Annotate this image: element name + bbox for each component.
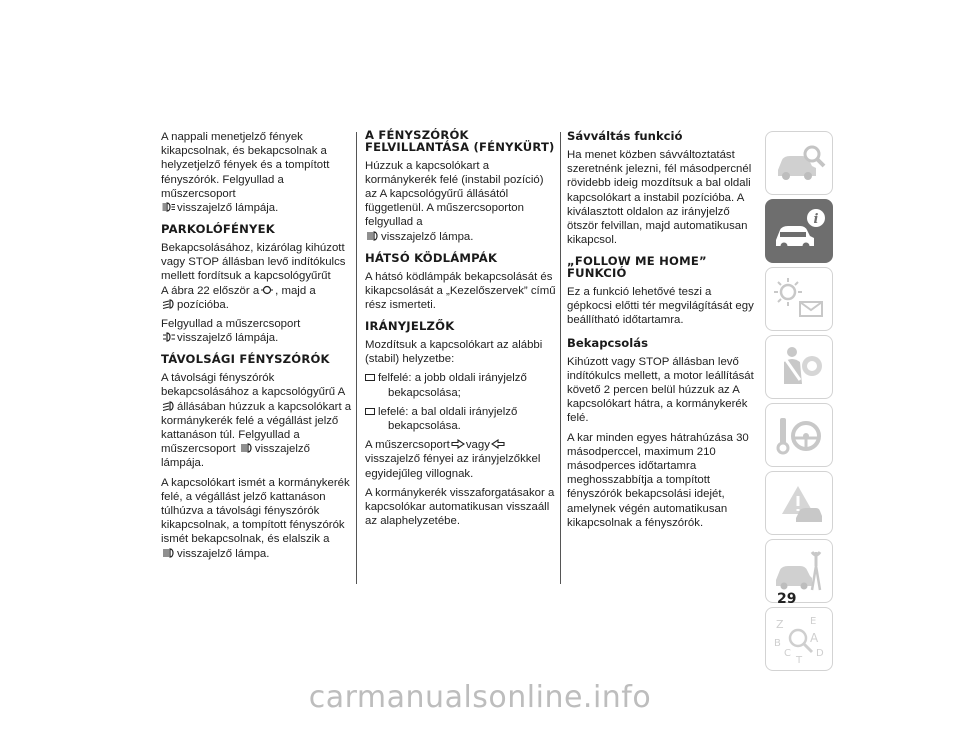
tab-warning-triangle[interactable] (765, 471, 833, 535)
list-item: lefelé: a bal oldali irányjelző bekapcsolása. (365, 405, 557, 433)
low-beam-headlight-icon (162, 401, 176, 411)
high-beam-icon (366, 231, 380, 241)
paragraph: Kihúzott vagy STOP állásban levő indítókulcs mellett, a motor leállítását követő 2 percen belül húzzuk az A kapcsolókart hátra, a kormánykerék felé. (567, 355, 754, 425)
high-beam-icon (162, 548, 176, 558)
paragraph: Felgyullad a műszercsoport visszajelző lámpája. (161, 318, 301, 345)
tab-sun-mail[interactable] (765, 267, 833, 331)
heading-parkolofenyek: PARKOLÓFÉNYEK (161, 222, 275, 237)
page-number: 29 (777, 591, 797, 607)
index-letter: D (816, 648, 824, 659)
index-letter: E (810, 616, 817, 627)
heading-bekapcsolas: Bekapcsolás (567, 335, 648, 350)
tab-alphabet-index[interactable] (765, 607, 833, 671)
tab-car-info[interactable] (765, 199, 833, 263)
paragraph: A kormánykerék visszaforgatásakor a kapcsolókar automatikusan visszaáll az alaphelyzetébe. (365, 486, 555, 528)
index-letter: C (784, 648, 791, 659)
index-letter: T (796, 655, 803, 664)
column-1 (161, 130, 353, 566)
column-3 (567, 130, 759, 535)
turn-signal-left-icon (491, 439, 505, 449)
paragraph: Ez a funkció lehetővé teszi a gépkocsi előtti tér megvilágítását egy beállítható időtartamra. (567, 286, 754, 327)
watermark: carmanualsonline.info (308, 680, 652, 715)
high-beam-icon (240, 443, 254, 453)
heading-follow-me-home: „FOLLOW ME HOME” FUNKCIÓ (567, 254, 707, 281)
list-item: felfelé: a jobb oldali irányjelző bekapcsolása; (365, 371, 557, 399)
paragraph: Mozdítsuk a kapcsolókart az alábbi (stabil) helyzetbe: (365, 339, 543, 366)
heading-tavolsagi-fenyszorok: TÁVOLSÁGI FÉNYSZÓRÓK (161, 352, 330, 367)
heading-hatso-kodlampak: HÁTSÓ KÖDLÁMPÁK (365, 250, 498, 265)
car-tools-icon (772, 546, 826, 596)
heading-fenyszorok-felvillantasa: A FÉNYSZÓRÓK FELVILLANTÁSA (FÉNYKÜRT) (365, 128, 555, 154)
checkbox-bullet-icon (365, 408, 375, 415)
paragraph: A kar minden egyes hátrahúzása 30 másodperccel, maximum 210 másodperces időtartamra meghosszabbítja a tompított fényszórók bekapcsolási idejét, amelynek végén automatikusan kikapcsolnak a fényszórók. (567, 431, 749, 529)
high-beam-headlight-icon (162, 202, 176, 212)
column-2 (365, 130, 557, 533)
turn-signal-right-icon (451, 439, 465, 449)
column-divider (560, 132, 561, 584)
heading-savvaltas-funkcio: Sávváltás funkció (567, 129, 683, 143)
paragraph: A hátsó ködlámpák bekapcsolását és kikapcsolását a „Kezelőszervek” című rész ismerteti. (365, 270, 556, 312)
parking-light-icon (260, 285, 274, 295)
index-letter: B (774, 638, 781, 649)
paragraph: Ha menet közben sávváltoztatást szeretnénk jelezni, fél másodpercnél rövidebb ideig mozdítsuk a bal oldali kapcsolókart a instabil pozícióba. A kiválasztott oldalon az irányjelző ötször felvillan, majd automatikusan kikapcsol. (567, 149, 752, 247)
car-info-icon (772, 206, 826, 256)
tab-key-steering[interactable] (765, 403, 833, 467)
index-letter: A (810, 631, 819, 645)
tab-car-search[interactable] (765, 131, 833, 195)
paragraph: A műszercsoport vagy visszajelző fényei az irányjelzőkkel egyidejűleg villognak. (365, 439, 541, 480)
tab-seatbelt-airbag[interactable] (765, 335, 833, 399)
paragraph: Bekapcsolásához, kizárólag kihúzott vagy STOP állásban levő indítókulcs mellett fordítsuk a kapcsológyűrűt A ábra 22 először a , majd a pozícióba. (161, 242, 346, 311)
paragraph: A nappali menetjelző fények kikapcsolnak, és bekapcsolnak a helyzetjelző fények és a tompított fényszórók. Felgyullad a műszercsoport visszajelző lámpája. (161, 131, 330, 215)
parking-light-indicator-icon (162, 332, 176, 342)
index-letter: Z (776, 618, 784, 631)
checkbox-bullet-icon (365, 374, 375, 381)
warning-triangle-car-icon (772, 478, 826, 528)
info-glyph: i (813, 212, 819, 227)
key-steering-wheel-icon (772, 410, 826, 460)
alphabet-index-icon (772, 614, 826, 664)
heading-iranyjelzok: IRÁNYJELZŐK (365, 319, 455, 334)
column-divider (356, 132, 357, 584)
paragraph: A távolsági fényszórók bekapcsolásához a kapcsológyűrű A állásában húzzuk a kapcsolókart a kormánykerék felé a végállást jelző kattanáson túl. Felgyullad a műszercsoport visszajelző lámpája. (161, 372, 352, 470)
seatbelt-airbag-icon (772, 342, 826, 392)
low-beam-headlight-icon (162, 299, 176, 309)
paragraph: A kapcsolókart ismét a kormánykerék felé, a végállást jelző kattanáson túlhúzva a távolsági fényszórók kikapcsolnak, a tompított fényszórók ismét bekapcsolnak, és elalszik a visszajelző lámpa. (161, 476, 350, 560)
car-search-icon (772, 138, 826, 188)
paragraph: Húzzuk a kapcsolókart a kormánykerék felé (instabil pozíció) az A kapcsológyűrű állásától függetlenül. A műszercsoporton felgyullad a visszajelző lámpa. (365, 159, 544, 243)
sun-mail-icon (772, 274, 826, 324)
tab-car-tools[interactable] (765, 539, 833, 603)
